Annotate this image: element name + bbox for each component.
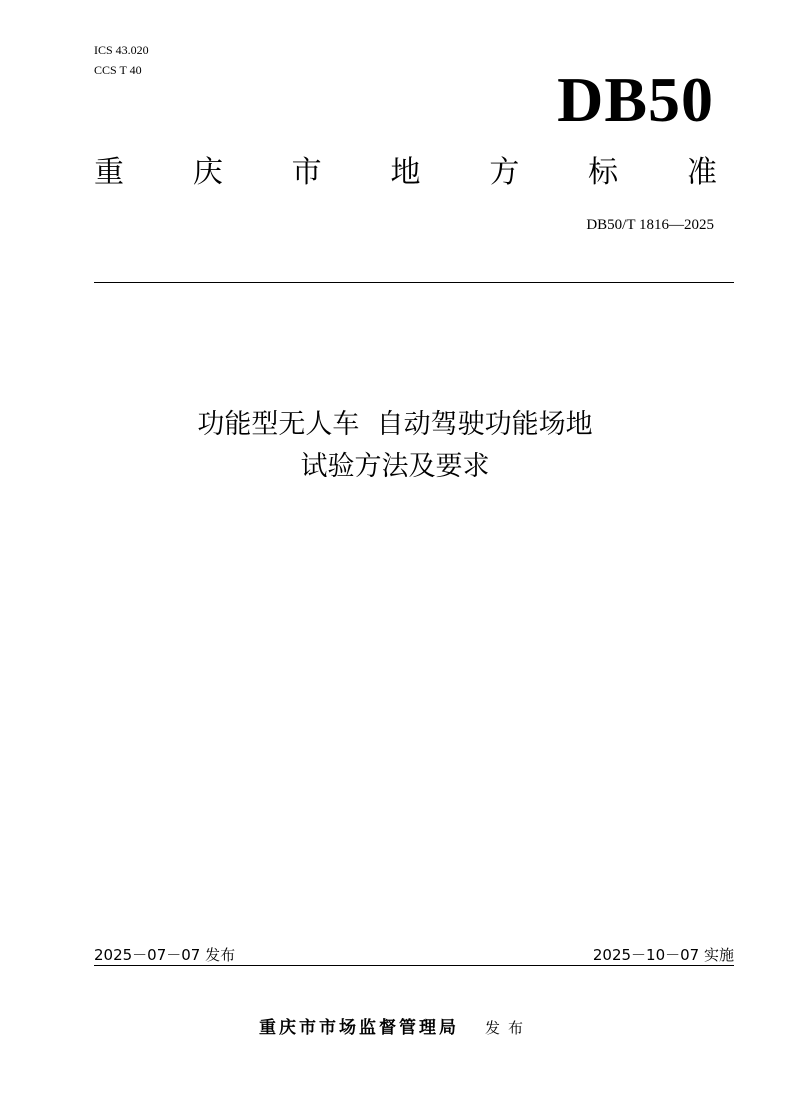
standard-type-char: 庆 <box>192 155 223 190</box>
footer-divider <box>94 965 734 966</box>
classification-codes <box>94 40 149 80</box>
date-row <box>94 944 734 966</box>
standard-number: DB50/T 1816—2025 <box>586 217 714 233</box>
publisher <box>0 1016 790 1040</box>
standard-type-char: 市 <box>291 155 322 190</box>
standard-type-char: 地 <box>390 155 421 190</box>
standard-type <box>94 154 717 192</box>
document-title <box>0 404 790 488</box>
publisher-action: 发布 <box>484 1019 531 1037</box>
ccs-code: CCS T 40 <box>94 63 142 77</box>
header-divider <box>94 282 734 283</box>
title-line-1: 功能型无人车 自动驾驶功能场地 <box>197 409 593 440</box>
standard-type-char: 重 <box>94 155 124 190</box>
release-date: 2025－07－07 发布 <box>94 946 236 964</box>
publisher-org: 重庆市市场监督管理局 <box>258 1018 459 1038</box>
ics-code: ICS 43.020 <box>94 43 149 57</box>
standard-type-char: 方 <box>489 155 520 190</box>
title-line-2: 试验方法及要求 <box>300 451 490 482</box>
standard-type-char: 准 <box>686 155 717 190</box>
implementation-date: 2025－10－07 实施 <box>592 946 734 964</box>
standard-type-char: 标 <box>588 155 619 190</box>
standard-code-logo: DB50 <box>557 64 714 135</box>
